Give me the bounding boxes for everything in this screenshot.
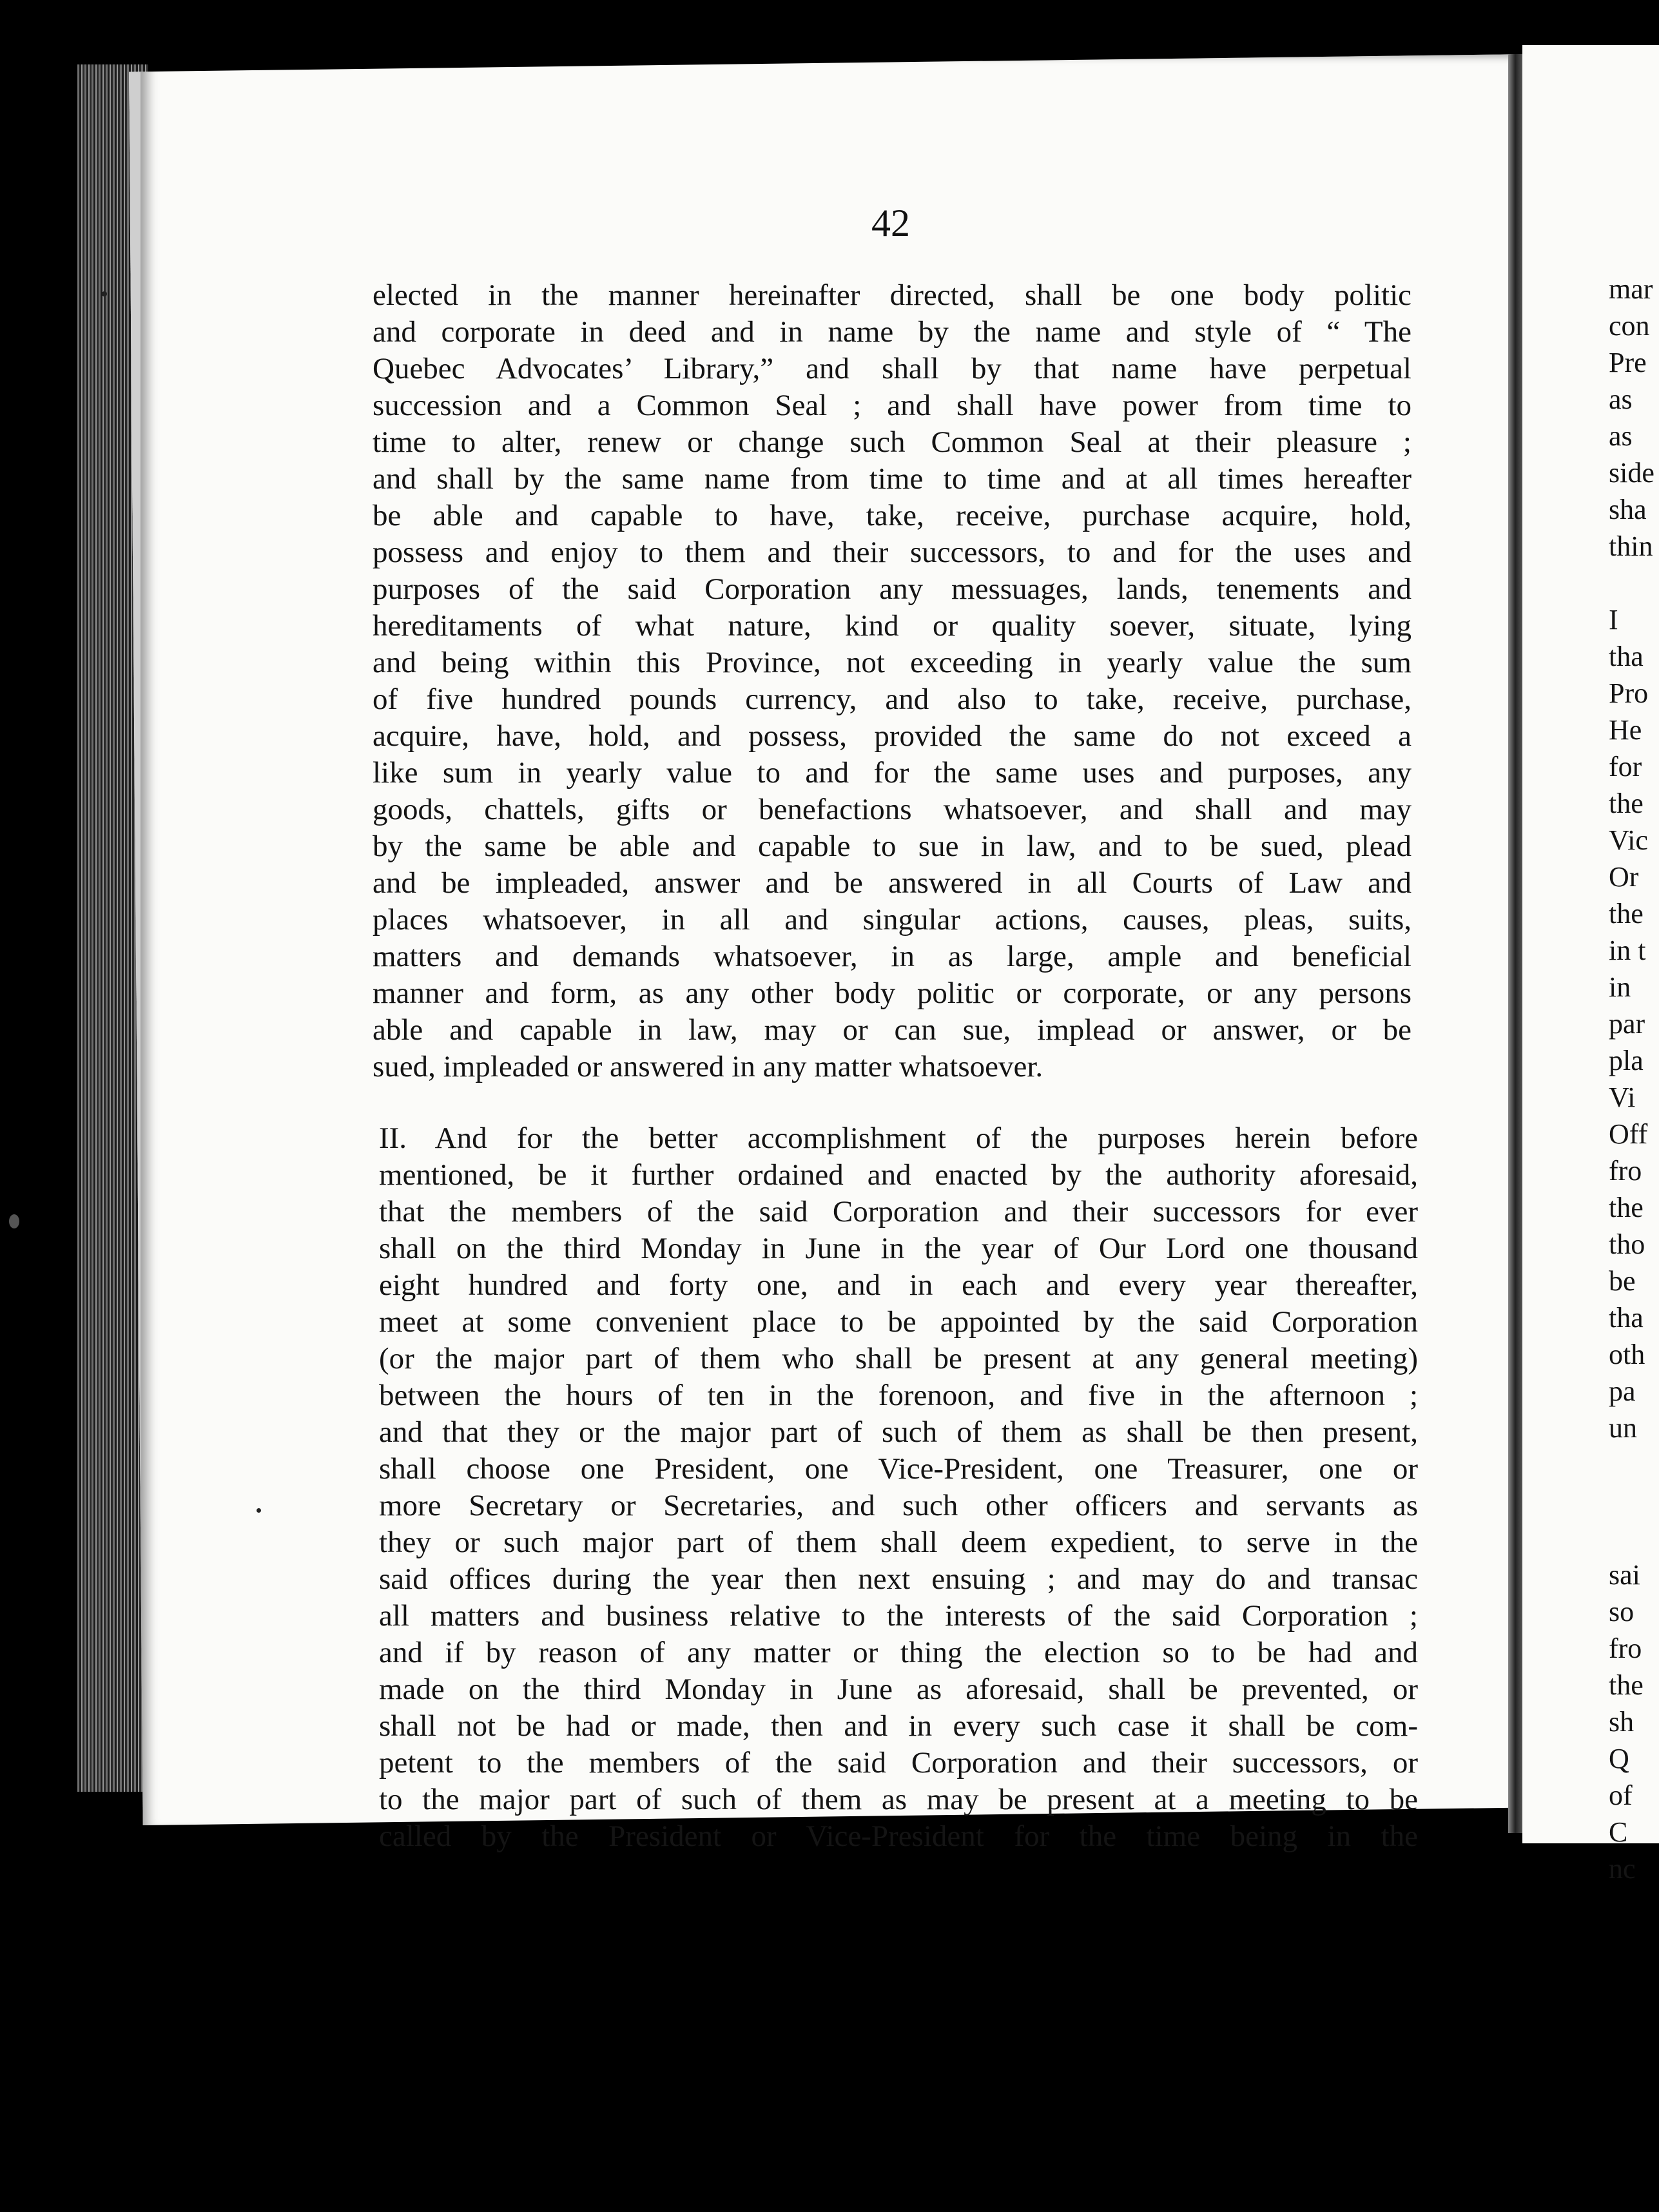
- page-number: 42: [871, 202, 910, 244]
- facing-page-text: [1609, 271, 1659, 1887]
- text-line: like sum in yearly value to and for the same uses and purposes, any: [373, 756, 1412, 790]
- facing-page-fragment: [1609, 565, 1659, 601]
- text-line: goods, chattels, gifts or benefactions whatsoever, and shall and may: [373, 793, 1412, 826]
- text-line: acquire, have, hold, and possess, provided the same do not exceed a: [373, 719, 1412, 753]
- facing-page-fragment: in t: [1609, 935, 1646, 966]
- text-line: and if by reason of any matter or thing the election so to be had and: [379, 1636, 1418, 1669]
- facing-page-fragment: par: [1609, 1008, 1645, 1040]
- text-line: shall choose one President, one Vice-President, one Treasurer, one or: [379, 1452, 1418, 1486]
- facing-page-fragment: oth: [1609, 1339, 1645, 1370]
- facing-page-fragment: Or: [1609, 861, 1639, 893]
- facing-page-fragment: thin: [1609, 530, 1653, 562]
- facing-page-fragment: [1609, 1446, 1659, 1483]
- text-line: by the same be able and capable to sue in law, and to be sued, plead: [373, 830, 1412, 863]
- text-line: said offices during the year then next ensuing ; and may do and transac: [379, 1562, 1418, 1596]
- text-line: to the major part of such of them as may be present at a meeting to be: [379, 1783, 1418, 1816]
- facing-page-fragment: Vic: [1609, 824, 1648, 856]
- text-line: they or such major part of them shall deem expedient, to serve in the: [379, 1526, 1418, 1559]
- text-line: shall not be had or made, then and in every such case it shall be com-: [379, 1709, 1418, 1743]
- facing-page-fragment: fro: [1609, 1155, 1642, 1187]
- facing-page-fragment: pla: [1609, 1045, 1644, 1076]
- text-line: more Secretary or Secretaries, and such other officers and servants as: [379, 1489, 1418, 1522]
- text-line: and being within this Province, not exceeding in yearly value the sum: [373, 646, 1412, 679]
- text-line: eight hundred and forty one, and in each and every year thereafter,: [379, 1268, 1418, 1302]
- text-line: sued, impleaded or answered in any matter whatsoever.: [373, 1050, 1043, 1083]
- facing-page-fragment: sh: [1609, 1706, 1635, 1738]
- text-line: shall on the third Monday in June in the year of Our Lord one thousand: [379, 1232, 1418, 1265]
- text-line: time to alter, renew or change such Common Seal at their pleasure ;: [373, 425, 1412, 459]
- facing-page-fragment: in: [1609, 971, 1631, 1003]
- facing-page-fragment: sai: [1609, 1559, 1640, 1591]
- facing-page-fragment: the: [1609, 1669, 1644, 1701]
- book-gutter: [1508, 54, 1522, 1833]
- text-line: able and capable in law, may or can sue, implead or answer, or be: [373, 1013, 1412, 1047]
- text-line: possess and enjoy to them and their successors, to and for the uses and: [373, 536, 1412, 569]
- facing-page-fragment: fro: [1609, 1633, 1642, 1664]
- facing-page-fragment: Pro: [1609, 677, 1649, 709]
- facing-page-fragment: I: [1609, 604, 1618, 635]
- text-line: between the hours of ten in the forenoon, and five in the afternoon ;: [379, 1379, 1418, 1412]
- text-line: made on the third Monday in June as aforesaid, shall be prevented, or: [379, 1673, 1418, 1706]
- facing-page-fragment: be: [1609, 1265, 1636, 1297]
- ink-speck: [257, 1508, 261, 1513]
- facing-page-fragment: un: [1609, 1412, 1637, 1444]
- facing-page-fragment: nc: [1609, 1853, 1636, 1885]
- text-line: purposes of the said Corporation any messuages, lands, tenements and: [373, 572, 1412, 606]
- facing-page-fragment: pa: [1609, 1375, 1636, 1407]
- facing-page-fragment: He: [1609, 714, 1642, 746]
- text-line: and shall by the same name from time to time and at all times hereafter: [373, 462, 1412, 496]
- facing-page-fragment: for: [1609, 751, 1642, 782]
- text-line: places whatsoever, in all and singular actions, causes, pleas, suits,: [373, 903, 1412, 936]
- text-line: all matters and business relative to the interests of the said Corporation ;: [379, 1599, 1418, 1633]
- section-2-text: [379, 1120, 1418, 1855]
- facing-page-fragment: as: [1609, 420, 1633, 452]
- text-line: succession and a Common Seal ; and shall have power from time to: [373, 389, 1412, 422]
- text-line: II. And for the better accomplishment of the purposes herein before: [379, 1121, 1418, 1155]
- facing-page-fragment: mar: [1609, 273, 1653, 305]
- text-line: elected in the manner hereinafter directed, shall be one body politic: [373, 278, 1412, 312]
- text-line: meet at some convenient place to be appointed by the said Corporation: [379, 1305, 1418, 1339]
- facing-page-fragment: sha: [1609, 494, 1647, 525]
- facing-page-fragment: as: [1609, 383, 1633, 415]
- ink-speck: [102, 291, 107, 296]
- facing-page-fragment: Q: [1609, 1743, 1629, 1774]
- text-line: hereditaments of what nature, kind or quality soever, situate, lying: [373, 609, 1412, 643]
- facing-page-fragment: the: [1609, 898, 1644, 929]
- text-line: and be impleaded, answer and be answered in all Courts of Law and: [373, 866, 1412, 900]
- text-line: be able and capable to have, take, receive, purchase acquire, hold,: [373, 499, 1412, 532]
- text-line: (or the major part of them who shall be present at any general meeting): [379, 1342, 1418, 1375]
- ink-speck: [9, 1214, 19, 1228]
- facing-page-fragment: Pre: [1609, 347, 1647, 378]
- text-line: petent to the members of the said Corporation and their successors, or: [379, 1746, 1418, 1780]
- facing-page-fragment: con: [1609, 310, 1650, 342]
- text-line: matters and demands whatsoever, in as large, ample and beneficial: [373, 940, 1412, 973]
- section-1-text: [373, 277, 1412, 1085]
- facing-page-fragment: the: [1609, 788, 1644, 819]
- facing-page-fragment: so: [1609, 1596, 1635, 1627]
- text-line: Quebec Advocates’ Library,” and shall by that name have perpetual: [373, 352, 1412, 385]
- facing-page-fragment: the: [1609, 1192, 1644, 1223]
- facing-page-fragment: tha: [1609, 641, 1644, 672]
- text-line: of five hundred pounds currency, and also to take, receive, purchase,: [373, 683, 1412, 716]
- facing-page-fragment: side: [1609, 457, 1654, 489]
- text-line: called by the President or Vice-President for the time being in the: [379, 1819, 1418, 1853]
- text-line: mentioned, be it further ordained and enacted by the authority aforesaid,: [379, 1158, 1418, 1192]
- facing-page-fragment: C: [1609, 1816, 1628, 1848]
- text-line: and corporate in deed and in name by the name and style of “ The: [373, 315, 1412, 349]
- facing-page-fragment: Vi: [1609, 1082, 1636, 1113]
- facing-page-fragment: of: [1609, 1780, 1633, 1811]
- text-line: that the members of the said Corporation and their successors for ever: [379, 1195, 1418, 1228]
- facing-page-fragment: Off: [1609, 1118, 1648, 1150]
- facing-page-fragment: tho: [1609, 1228, 1645, 1260]
- facing-page-fragment: [1609, 1483, 1659, 1520]
- facing-page-fragment: [1609, 1520, 1659, 1557]
- facing-page-fragment: tha: [1609, 1302, 1644, 1334]
- text-line: manner and form, as any other body politic or corporate, or any persons: [373, 976, 1412, 1010]
- text-line: and that they or the major part of such of them as shall be then present,: [379, 1415, 1418, 1449]
